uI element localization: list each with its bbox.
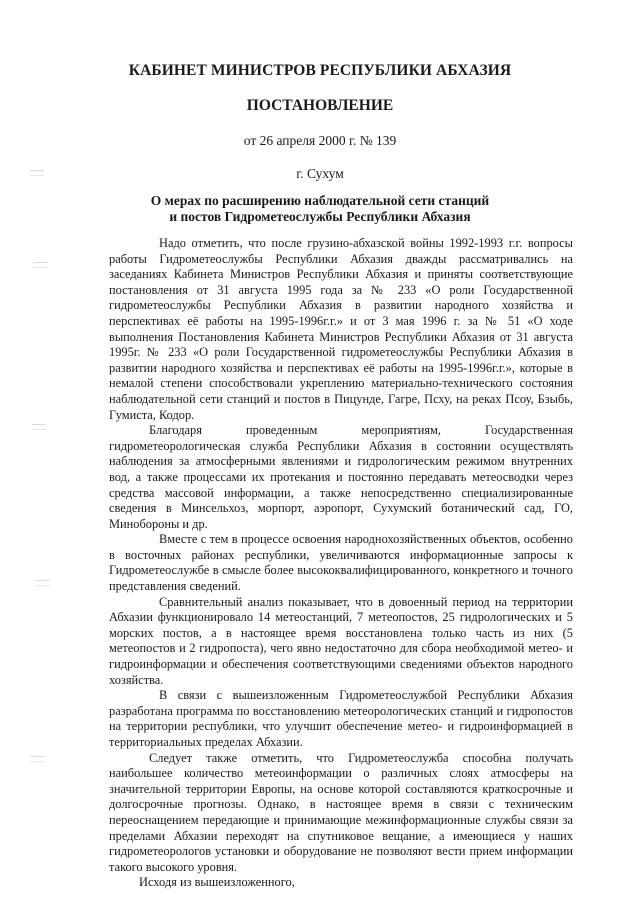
document-type: ПОСТАНОВЛЕНИЕ <box>246 97 394 114</box>
document-body <box>109 236 573 891</box>
subject-line: О мерах по расширению наблюдательной сети станций <box>150 193 490 208</box>
body-paragraph: Вместе с тем в процессе освоения народнохозяйственных объектов, особенно в восточных районах республики, увеличиваются информационные запросы к Гидрометеослужбе в смысле более высококвалифицированного, конкретного и точного представления сведений. <box>109 532 573 594</box>
body-paragraph: В связи с вышеизложенным Гидрометеослужбой Республики Абхазия разработана программа по восстановлению метеорологических станций и гидропостов на территории республики, что улучшит обеспечение метео- и гидроинформацией в территориальных пределах Абхазии. <box>109 688 573 749</box>
body-paragraph: Благодаря проведенным мероприятиям, Государственная гидрометеорологическая служба Республики Абхазия в состоянии осуществлять наблюдения за атмосферными явлениями и гидрологическим режимом внутренних вод, а также процессами их протекания и постоянно передавать метеосводки через средства массовой информации, а также непосредственно специализированные сведения в Минсельхоз, морпорт, аэропорт, Сухумский ботанический сад, ГО, Минобороны и др. <box>109 423 573 531</box>
scan-margin-mark <box>32 424 46 430</box>
body-paragraph: Исходя из вышеизложенного, <box>139 875 295 890</box>
scan-margin-mark <box>36 580 50 586</box>
document-date-number: от 26 апреля 2000 г. № 139 <box>243 133 397 148</box>
document-city: г. Сухум <box>296 166 344 181</box>
document-subject <box>0 193 640 225</box>
body-paragraph: Надо отметить, что после грузино-абхазской войны 1992-1993 г.г. вопросы работы Гидрометеослужбы Республики Абхазия дважды рассматривались на заседаниях Кабинета Министров Республики Абхазия и приняты соответствующие постановления от 31 августа 1995 года за № 233 «О роли Государственной гидрометеослужбы Республики Абхазия в развитии народного хозяйства и перспективах её работы на 1995-1996г.г.» и от 3 мая 1996 г. за № 51 «О ходе выполнения Постановления Кабинета Министров Республики Абхазия от 31 августа 1995г. № 233 «О роли Государственной гидрометеослужбы Республики Абхазия в развитии народного хозяйства и перспективах её работы на 1995-1996г.г.», которые в немалой степени способствовали укреплению материально-технического состояния наблюдательной сети станций и постов в Пицунде, Гагре, Псху, на реках Псоу, Бзыбь, Гумиста, Кодор. <box>109 236 573 422</box>
subject-line: и постов Гидрометеослужбы Республики Абхазия <box>169 209 471 224</box>
scan-margin-mark <box>34 262 48 268</box>
organization-title: КАБИНЕТ МИНИСТРОВ РЕСПУБЛИКИ АБХАЗИЯ <box>128 62 512 79</box>
body-paragraph: Следует также отметить, что Гидрометеослужба способна получать наибольшее количество метеоинформации о различных слоях атмосферы на значительной территории Европы, на основе которой составляются краткосрочные и долгосрочные прогнозы. Однако, в настоящее время в связи с техническим переоснащением передающие и принимающие межинформационные службы связи за пределами Абхазии переходят на спутниковое вещание, а имеющиеся у наших гидрометеорологов установки и оборудование не позволяют вести прием информации такого высокого уровня. <box>109 750 573 874</box>
scan-margin-mark <box>30 756 44 762</box>
body-paragraph: Сравнительный анализ показывает, что в довоенный период на территории Абхазии функционировало 14 метеостанций, 7 метеопостов, 25 гидрологических и 5 морских постов, а в настоящее время восстановлена только часть из них (5 метеопостов и 2 гидропоста), чего явно недостаточно для сбора необходимой метео- и гидроинформации и обеспечения соответствующими сведениями объектов народного хозяйства. <box>109 594 573 687</box>
